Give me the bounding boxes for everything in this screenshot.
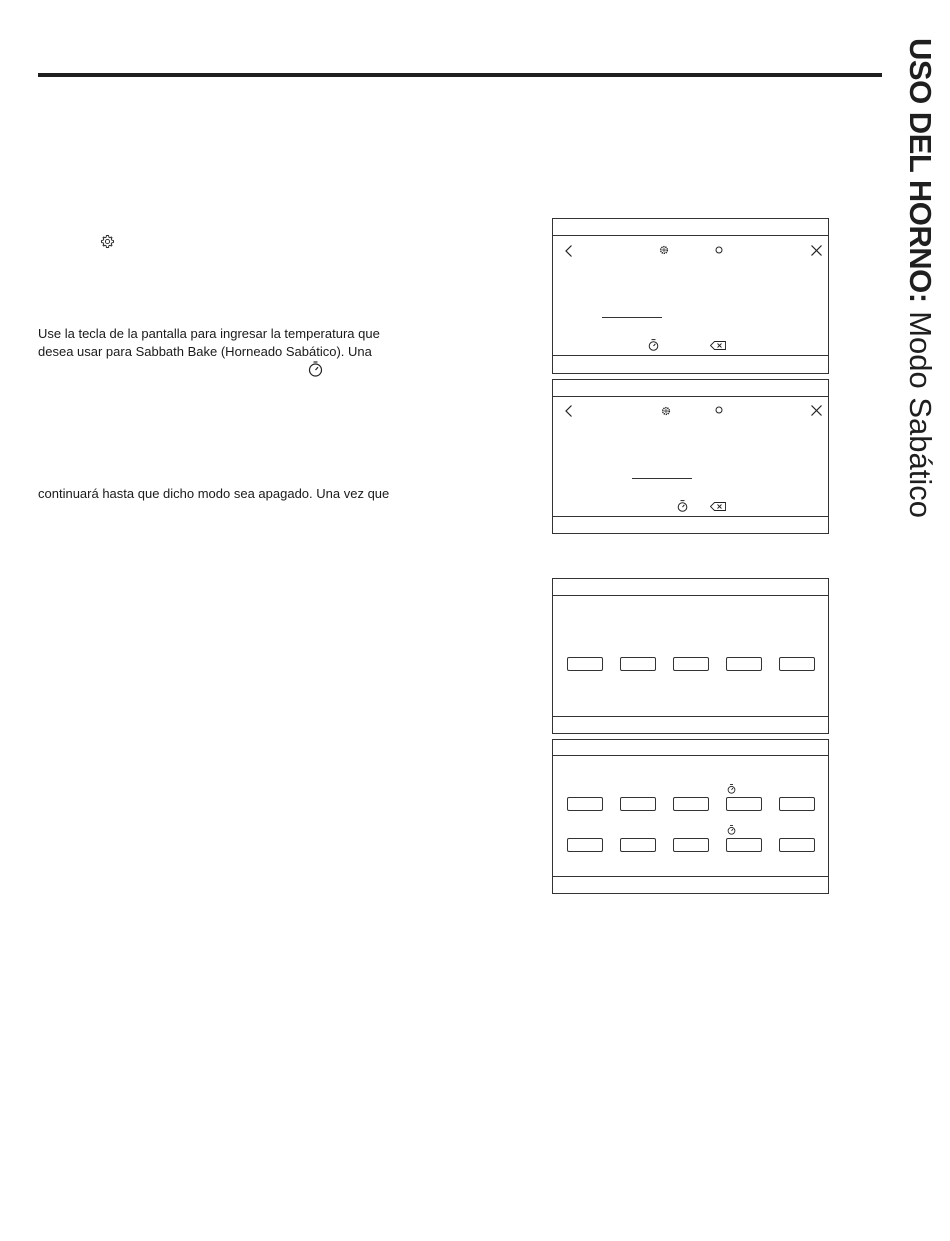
gear-icon	[100, 234, 115, 249]
display-screen-keypad	[552, 739, 829, 894]
keypad-button[interactable]	[779, 838, 815, 852]
text-line: desea usar para Sabbath Bake (Horneado Sabático). Una	[38, 344, 372, 359]
timer-icon	[727, 784, 736, 794]
text-line: continuará hasta que dicho modo sea apagado. Una vez que	[38, 486, 390, 501]
circle-icon	[715, 406, 723, 414]
circle-icon	[715, 246, 723, 254]
display-screen-temperature-2	[552, 379, 829, 534]
keypad-button[interactable]	[620, 797, 656, 811]
keypad-button[interactable]	[726, 838, 762, 852]
option-button[interactable]	[620, 657, 656, 671]
option-button[interactable]	[779, 657, 815, 671]
text-line: Use la tecla de la pantalla para ingresar la temperatura que	[38, 326, 380, 341]
gear-icon	[662, 407, 670, 415]
timer-icon	[727, 825, 736, 835]
keypad-button[interactable]	[779, 797, 815, 811]
keypad-button[interactable]	[567, 797, 603, 811]
option-button[interactable]	[567, 657, 603, 671]
keypad-button[interactable]	[726, 797, 762, 811]
close-icon[interactable]	[811, 405, 822, 416]
section-title-sub: Modo Sabático	[903, 311, 938, 518]
section-title-main: USO DEL HORNO:	[903, 38, 938, 303]
chevron-left-icon[interactable]	[565, 405, 573, 417]
header-rule	[38, 73, 882, 77]
display-screen-temperature-1	[552, 218, 829, 374]
keypad-button[interactable]	[620, 838, 656, 852]
section-title	[900, 38, 940, 558]
gear-icon	[660, 246, 668, 254]
backspace-icon[interactable]	[710, 341, 726, 350]
option-button[interactable]	[673, 657, 709, 671]
temperature-entry-line[interactable]	[602, 317, 662, 318]
display-screen-options	[552, 578, 829, 734]
backspace-icon[interactable]	[710, 502, 726, 511]
keypad-button[interactable]	[567, 838, 603, 852]
timer-icon[interactable]	[648, 339, 659, 351]
paragraph-temperature	[38, 325, 458, 361]
keypad-button[interactable]	[673, 838, 709, 852]
keypad-button[interactable]	[673, 797, 709, 811]
paragraph-sabbath-continues	[38, 485, 458, 503]
chevron-left-icon[interactable]	[565, 245, 573, 257]
timer-icon	[308, 361, 323, 377]
close-icon[interactable]	[811, 245, 822, 256]
option-button[interactable]	[726, 657, 762, 671]
timer-icon[interactable]	[677, 500, 688, 512]
temperature-entry-line[interactable]	[632, 478, 692, 479]
